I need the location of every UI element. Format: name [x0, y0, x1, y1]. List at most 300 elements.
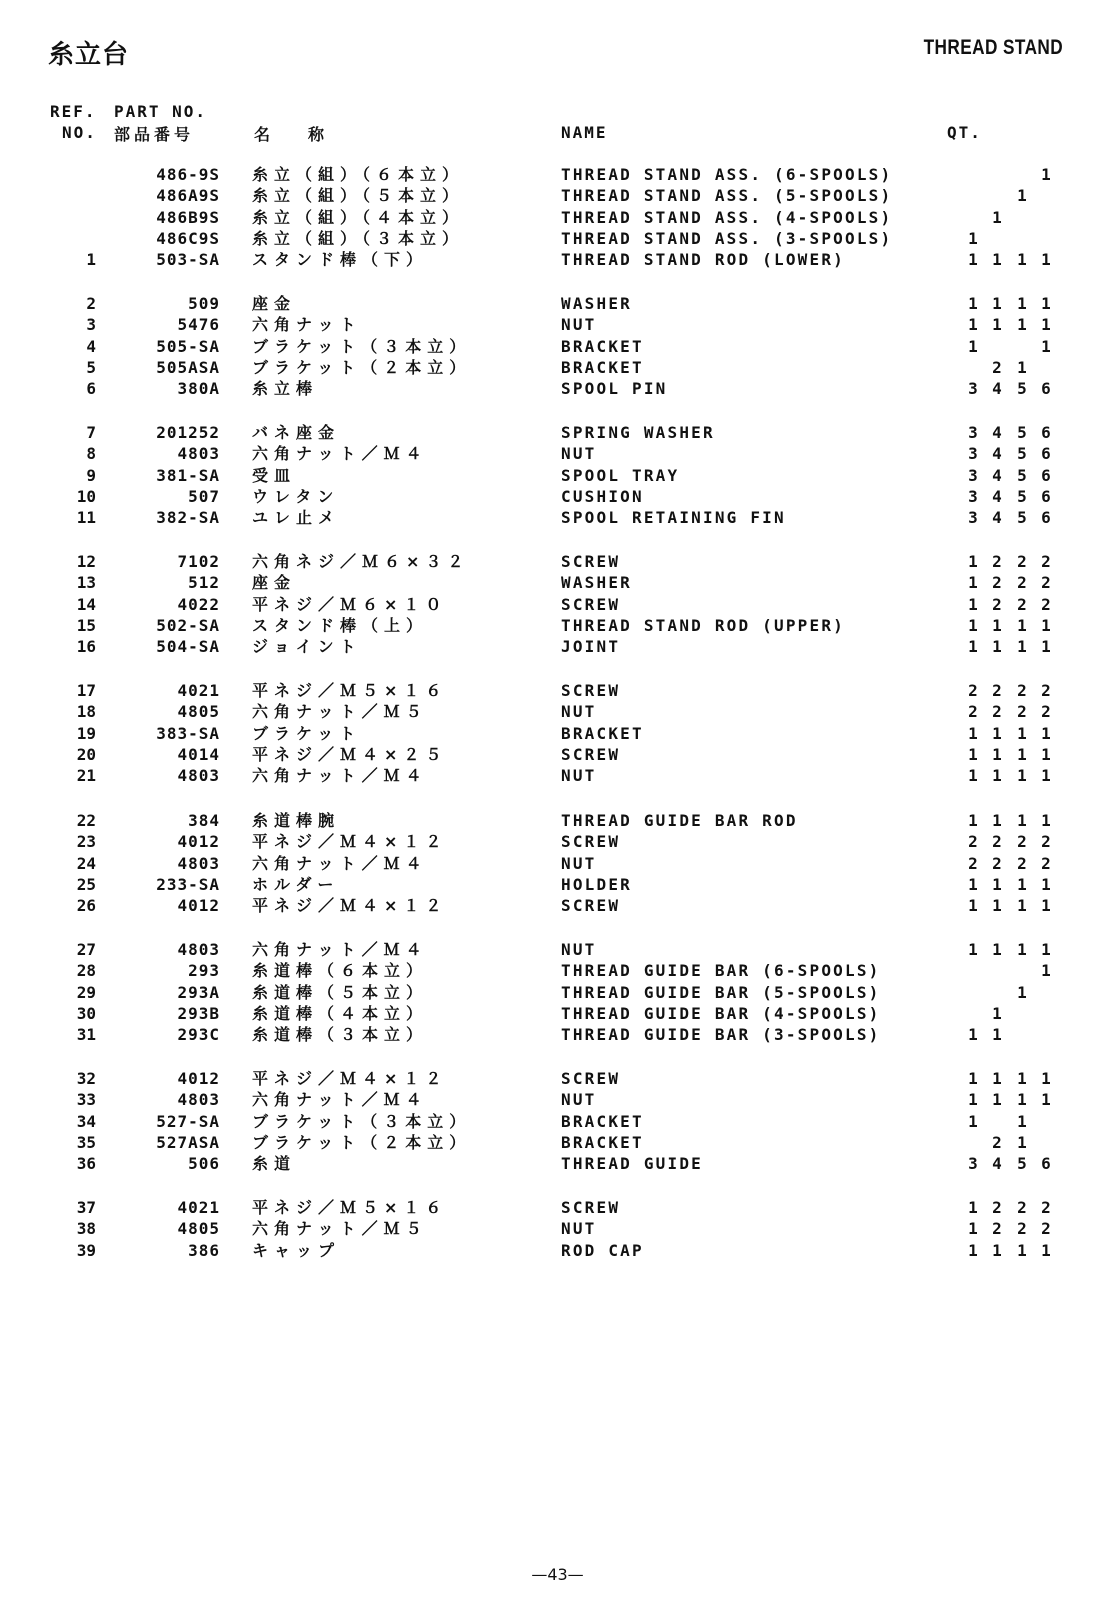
part-name: THREAD GUIDE BAR (6-SPOOLS): [561, 961, 881, 981]
qty-cell: 4: [992, 486, 1002, 506]
part-no: 4803: [177, 1090, 220, 1110]
qty-cell: 1: [1041, 294, 1051, 313]
table-row: [0, 551, 1115, 572]
jp-name: 糸立（組）（５本立）: [252, 186, 465, 206]
part-name: THREAD GUIDE BAR (4-SPOOLS): [561, 1003, 881, 1023]
jp-name: 糸立棒: [252, 379, 319, 399]
qty-cell: 1: [992, 615, 1002, 635]
col-header-part-2: 部品番号: [114, 125, 195, 144]
ref-no: 39: [76, 1240, 96, 1260]
qty-cell: 2: [1017, 702, 1027, 722]
part-no: 4021: [177, 1198, 220, 1217]
qty-cell: 2: [1041, 552, 1051, 571]
qty-cell: 3: [968, 379, 978, 399]
qty-cell: 1: [992, 250, 1002, 270]
part-name: THREAD STAND ROD (LOWER): [561, 250, 845, 270]
qty-cell: 1: [1017, 637, 1027, 657]
jp-name: 平ネジ／Ｍ４×２５: [252, 744, 448, 764]
part-name: BRACKET: [561, 357, 644, 377]
ref-no: 19: [76, 723, 96, 743]
part-no: 386: [188, 1240, 220, 1260]
qty-cell: 6: [1041, 444, 1051, 464]
ref-no: 1: [86, 250, 96, 270]
qty-cell: 1: [968, 1198, 978, 1217]
qty-cell: 1: [1017, 1090, 1027, 1110]
part-no: 4803: [177, 766, 220, 786]
part-name: THREAD STAND ROD (UPPER): [561, 615, 845, 635]
jp-name: 受皿: [252, 465, 297, 485]
jp-name: 平ネジ／Ｍ５×１６: [252, 681, 448, 700]
part-name: THREAD GUIDE BAR (3-SPOOLS): [561, 1025, 881, 1045]
part-name: NUT: [561, 315, 597, 335]
table-row: [0, 831, 1115, 852]
table-row: [0, 185, 1115, 206]
part-no: 380A: [177, 379, 220, 399]
ref-no: 24: [76, 853, 96, 873]
ref-no: 10: [76, 486, 96, 506]
jp-name: ブラケット（２本立）: [252, 357, 472, 377]
part-no: 4022: [177, 594, 220, 614]
qty-cell: 1: [1041, 723, 1051, 743]
qty-cell: 1: [968, 874, 978, 894]
table-row: [0, 378, 1115, 399]
part-name: WASHER: [561, 294, 632, 313]
qty-cell: 1: [992, 723, 1002, 743]
jp-name: 六角ナット／Ｍ４: [252, 1090, 428, 1110]
table-row: [0, 486, 1115, 507]
part-no: 293B: [177, 1003, 220, 1023]
table-row: [0, 874, 1115, 895]
table-row: [0, 1003, 1115, 1024]
table-row: [0, 1197, 1115, 1218]
qty-cell: 2: [1041, 1219, 1051, 1239]
qty-cell: 5: [1017, 444, 1027, 464]
jp-name: 平ネジ／Ｍ４×１２: [252, 896, 448, 916]
col-header-qty: QT.: [947, 123, 982, 142]
qty-cell: 1: [1041, 1090, 1051, 1110]
part-name: THREAD GUIDE: [561, 1154, 703, 1174]
ref-no: 34: [76, 1111, 96, 1131]
qty-cell: 1: [968, 637, 978, 657]
part-name: SCREW: [561, 832, 621, 852]
table-row: [0, 207, 1115, 228]
qty-cell: 2: [992, 702, 1002, 722]
jp-name: キャップ: [252, 1240, 341, 1260]
table-row: [0, 853, 1115, 874]
part-no: 486C9S: [156, 228, 220, 248]
ref-no: 26: [76, 896, 96, 916]
jp-name: ブラケット（３本立）: [252, 1111, 472, 1131]
qty-cell: 1: [968, 1111, 978, 1131]
qty-cell: 6: [1041, 508, 1051, 528]
qty-cell: 1: [1041, 336, 1051, 356]
part-no: 4012: [177, 1069, 220, 1088]
ref-no: 3: [86, 315, 96, 335]
ref-no: 6: [86, 379, 96, 399]
qty-cell: 1: [992, 811, 1002, 830]
qty-cell: 3: [968, 465, 978, 485]
part-name: NUT: [561, 853, 597, 873]
table-row: [0, 1240, 1115, 1261]
qty-cell: 4: [992, 423, 1002, 442]
jp-name: 糸道棒（４本立）: [252, 1003, 429, 1023]
qty-cell: 2: [992, 357, 1002, 377]
qty-cell: 1: [1017, 294, 1027, 313]
qty-cell: 1: [968, 1025, 978, 1045]
jp-name: 糸立（組）（４本立）: [252, 207, 465, 227]
part-name: SCREW: [561, 1069, 621, 1088]
table-row: [0, 1024, 1115, 1045]
qty-cell: 1: [1041, 896, 1051, 916]
jp-name: 糸道棒腕: [252, 811, 341, 830]
part-name: SCREW: [561, 744, 621, 764]
qty-cell: 1: [968, 723, 978, 743]
part-name: THREAD GUIDE BAR ROD: [561, 811, 798, 830]
qty-cell: 1: [968, 594, 978, 614]
part-no: 293A: [177, 982, 220, 1002]
qty-cell: 3: [968, 423, 978, 442]
ref-no: 13: [76, 573, 96, 593]
ref-no: 22: [76, 811, 96, 830]
part-no: 383-SA: [156, 723, 220, 743]
table-row: [0, 744, 1115, 765]
qty-cell: 1: [968, 615, 978, 635]
qty-cell: 2: [968, 832, 978, 852]
part-no: 486A9S: [156, 186, 220, 206]
table-row: [0, 336, 1115, 357]
qty-cell: 4: [992, 379, 1002, 399]
part-name: SPOOL PIN: [561, 379, 668, 399]
ref-no: 36: [76, 1154, 96, 1174]
qty-cell: 1: [992, 1240, 1002, 1260]
qty-cell: 2: [968, 702, 978, 722]
part-name: SCREW: [561, 681, 621, 700]
jp-name: ウレタン: [252, 486, 340, 506]
qty-cell: 2: [992, 594, 1002, 614]
part-no: 505-SA: [156, 336, 220, 356]
table-row: [0, 723, 1115, 744]
qty-cell: 5: [1017, 423, 1027, 442]
qty-cell: 1: [992, 294, 1002, 313]
part-name: ROD CAP: [561, 1240, 644, 1260]
ref-no: 33: [76, 1090, 96, 1110]
qty-cell: 2: [1041, 1198, 1051, 1217]
table-row: [0, 982, 1115, 1003]
table-row: [0, 314, 1115, 335]
qty-cell: 2: [992, 573, 1002, 593]
table-row: [0, 1111, 1115, 1132]
part-name: WASHER: [561, 573, 632, 593]
qty-cell: 2: [992, 853, 1002, 873]
qty-cell: 6: [1041, 465, 1051, 485]
qty-cell: 1: [968, 1090, 978, 1110]
jp-name: 平ネジ／Ｍ４×１２: [252, 1069, 448, 1088]
qty-cell: 1: [968, 573, 978, 593]
col-header-name: NAME: [561, 123, 608, 142]
qty-cell: 1: [992, 637, 1002, 657]
jp-name: 六角ナット／Ｍ５: [252, 1219, 428, 1239]
qty-cell: 1: [992, 207, 1002, 227]
qty-cell: 2: [1017, 573, 1027, 593]
part-no: 512: [188, 573, 220, 593]
part-no: 504-SA: [156, 637, 220, 657]
qty-cell: 5: [1017, 465, 1027, 485]
jp-name: 六角ネジ／Ｍ６×３２: [252, 552, 470, 571]
jp-name: 六角ナット／Ｍ４: [252, 766, 428, 786]
jp-name: 平ネジ／Ｍ４×１２: [252, 832, 448, 852]
qty-cell: 2: [1017, 853, 1027, 873]
ref-no: 38: [76, 1219, 96, 1239]
qty-cell: 1: [1017, 186, 1027, 206]
part-no: 527-SA: [156, 1111, 220, 1131]
table-row: [0, 701, 1115, 722]
part-no: 382-SA: [156, 508, 220, 528]
qty-cell: 2: [1017, 1219, 1027, 1239]
qty-cell: 2: [1017, 681, 1027, 700]
qty-cell: 5: [1017, 379, 1027, 399]
qty-cell: 2: [992, 1219, 1002, 1239]
table-row: [0, 615, 1115, 636]
ref-no: 9: [86, 465, 96, 485]
table-row: [0, 636, 1115, 657]
qty-cell: 1: [1041, 315, 1051, 335]
qty-cell: 3: [968, 508, 978, 528]
ref-no: 21: [76, 766, 96, 786]
qty-cell: 2: [992, 552, 1002, 571]
qty-cell: 1: [1041, 615, 1051, 635]
ref-no: 16: [76, 637, 96, 657]
table-row: [0, 443, 1115, 464]
qty-cell: 1: [968, 766, 978, 786]
part-no: 293: [188, 961, 220, 981]
jp-name: 糸道: [252, 1154, 297, 1174]
table-row: [0, 164, 1115, 185]
qty-cell: 6: [1041, 379, 1051, 399]
part-no: 4805: [177, 1219, 220, 1239]
table-row: [0, 939, 1115, 960]
qty-cell: 1: [1017, 940, 1027, 959]
part-name: SPOOL TRAY: [561, 465, 680, 485]
qty-cell: 1: [1017, 811, 1027, 830]
part-name: THREAD STAND ASS. (3-SPOOLS): [561, 228, 893, 248]
part-name: NUT: [561, 940, 597, 959]
col-header-jp-name: 名 称: [254, 125, 327, 144]
table-row: [0, 810, 1115, 831]
part-no: 527ASA: [156, 1132, 220, 1152]
table-row: [0, 1068, 1115, 1089]
part-no: 505ASA: [156, 357, 220, 377]
ref-no: 4: [86, 336, 96, 356]
part-no: 4803: [177, 940, 220, 959]
part-name: JOINT: [561, 637, 621, 657]
qty-cell: 1: [1041, 637, 1051, 657]
qty-cell: 2: [1017, 594, 1027, 614]
part-no: 486B9S: [156, 207, 220, 227]
ref-no: 12: [76, 552, 96, 571]
table-row: [0, 960, 1115, 981]
qty-cell: 2: [1041, 681, 1051, 700]
table-row: [0, 1218, 1115, 1239]
qty-cell: 6: [1041, 423, 1051, 442]
qty-cell: 1: [992, 896, 1002, 916]
qty-cell: 2: [1041, 594, 1051, 614]
part-no: 293C: [177, 1025, 220, 1045]
qty-cell: 4: [992, 508, 1002, 528]
col-header-part-1: PART NO.: [114, 102, 208, 121]
part-no: 4014: [177, 744, 220, 764]
ref-no: 5: [86, 357, 96, 377]
table-row: [0, 293, 1115, 314]
page-number: —43—: [531, 1565, 584, 1584]
table-row: [0, 422, 1115, 443]
qty-cell: 1: [992, 1003, 1002, 1023]
qty-cell: 2: [1017, 832, 1027, 852]
qty-cell: 1: [968, 811, 978, 830]
part-name: SPOOL RETAINING FIN: [561, 508, 786, 528]
table-row: [0, 465, 1115, 486]
qty-cell: 1: [968, 1219, 978, 1239]
qty-cell: 3: [968, 444, 978, 464]
part-name: BRACKET: [561, 1111, 644, 1131]
part-name: SCREW: [561, 1198, 621, 1217]
part-no: 384: [188, 811, 220, 830]
jp-name: 糸立（組）（６本立）: [252, 165, 465, 184]
qty-cell: 3: [968, 486, 978, 506]
qty-cell: 1: [968, 552, 978, 571]
page-title-jp: 糸立台: [48, 40, 130, 70]
ref-no: 8: [86, 444, 96, 464]
table-row: [0, 1132, 1115, 1153]
ref-no: 2: [86, 294, 96, 313]
qty-cell: 1: [968, 294, 978, 313]
part-name: THREAD GUIDE BAR (5-SPOOLS): [561, 982, 881, 1002]
part-no: 4012: [177, 896, 220, 916]
ref-no: 32: [76, 1069, 96, 1088]
part-no: 486-9S: [156, 165, 220, 184]
table-row: [0, 249, 1115, 270]
qty-cell: 2: [992, 1132, 1002, 1152]
part-name: THREAD STAND ASS. (4-SPOOLS): [561, 207, 893, 227]
qty-cell: 1: [1017, 1240, 1027, 1260]
jp-name: ブラケット: [252, 723, 362, 743]
part-name: SCREW: [561, 896, 621, 916]
qty-cell: 2: [992, 1198, 1002, 1217]
qty-cell: 2: [1041, 573, 1051, 593]
qty-cell: 1: [968, 744, 978, 764]
col-header-ref-1: REF.: [50, 102, 97, 121]
jp-name: 糸立（組）（３本立）: [252, 228, 465, 248]
qty-cell: 1: [1017, 615, 1027, 635]
part-name: NUT: [561, 1090, 597, 1110]
qty-cell: 1: [992, 744, 1002, 764]
ref-no: 23: [76, 832, 96, 852]
qty-cell: 2: [992, 681, 1002, 700]
table-row: [0, 895, 1115, 916]
part-no: 509: [188, 294, 220, 313]
jp-name: バネ座金: [252, 423, 341, 442]
jp-name: 糸道棒（５本立）: [252, 982, 429, 1002]
part-name: NUT: [561, 702, 597, 722]
qty-cell: 1: [1017, 1069, 1027, 1088]
qty-cell: 1: [968, 315, 978, 335]
part-name: HOLDER: [561, 874, 632, 894]
qty-cell: 2: [968, 681, 978, 700]
part-no: 503-SA: [156, 250, 220, 270]
qty-cell: 1: [968, 336, 978, 356]
qty-cell: 1: [968, 1240, 978, 1260]
ref-no: 31: [76, 1025, 96, 1045]
qty-cell: 1: [1017, 874, 1027, 894]
part-name: NUT: [561, 444, 597, 464]
qty-cell: 3: [968, 1154, 978, 1174]
part-no: 507: [188, 486, 220, 506]
table-row: [0, 1089, 1115, 1110]
part-name: CUSHION: [561, 486, 644, 506]
qty-cell: 1: [968, 1069, 978, 1088]
qty-cell: 1: [1017, 1132, 1027, 1152]
jp-name: ジョイント: [252, 637, 362, 657]
part-no: 502-SA: [156, 615, 220, 635]
qty-cell: 1: [1017, 766, 1027, 786]
table-row: [0, 594, 1115, 615]
qty-cell: 1: [992, 1090, 1002, 1110]
part-name: NUT: [561, 766, 597, 786]
qty-cell: 6: [1041, 486, 1051, 506]
page-title-en: THREAD STAND: [923, 36, 1063, 59]
ref-no: 28: [76, 961, 96, 981]
jp-name: 糸道棒（６本立）: [252, 961, 429, 981]
jp-name: スタンド棒（上）: [252, 615, 429, 635]
jp-name: 糸道棒（３本立）: [252, 1025, 429, 1045]
qty-cell: 2: [1017, 552, 1027, 571]
ref-no: 25: [76, 874, 96, 894]
part-name: SCREW: [561, 552, 621, 571]
qty-cell: 2: [1041, 702, 1051, 722]
qty-cell: 1: [968, 250, 978, 270]
qty-cell: 1: [1017, 250, 1027, 270]
ref-no: 29: [76, 982, 96, 1002]
qty-cell: 1: [992, 1069, 1002, 1088]
ref-no: 7: [86, 423, 96, 442]
qty-cell: 1: [1017, 896, 1027, 916]
jp-name: ユレ止メ: [252, 508, 341, 528]
part-name: BRACKET: [561, 336, 644, 356]
qty-cell: 2: [1041, 832, 1051, 852]
qty-cell: 5: [1017, 1154, 1027, 1174]
part-no: 4021: [177, 681, 220, 700]
jp-name: スタンド棒（下）: [252, 250, 429, 270]
qty-cell: 1: [1017, 723, 1027, 743]
part-no: 506: [188, 1154, 220, 1174]
part-no: 233-SA: [156, 874, 220, 894]
ref-no: 18: [76, 702, 96, 722]
qty-cell: 1: [968, 896, 978, 916]
part-no: 7102: [177, 552, 220, 571]
ref-no: 17: [76, 681, 96, 700]
qty-cell: 1: [1041, 961, 1051, 981]
qty-cell: 2: [968, 853, 978, 873]
part-no: 4803: [177, 853, 220, 873]
part-name: NUT: [561, 1219, 597, 1239]
part-no: 4805: [177, 702, 220, 722]
table-row: [0, 507, 1115, 528]
table-row: [0, 572, 1115, 593]
table-row: [0, 1153, 1115, 1174]
jp-name: 平ネジ／Ｍ６×１０: [252, 594, 448, 614]
part-name: THREAD STAND ASS. (6-SPOOLS): [561, 165, 893, 184]
qty-cell: 1: [1041, 766, 1051, 786]
jp-name: ブラケット（３本立）: [252, 336, 472, 356]
